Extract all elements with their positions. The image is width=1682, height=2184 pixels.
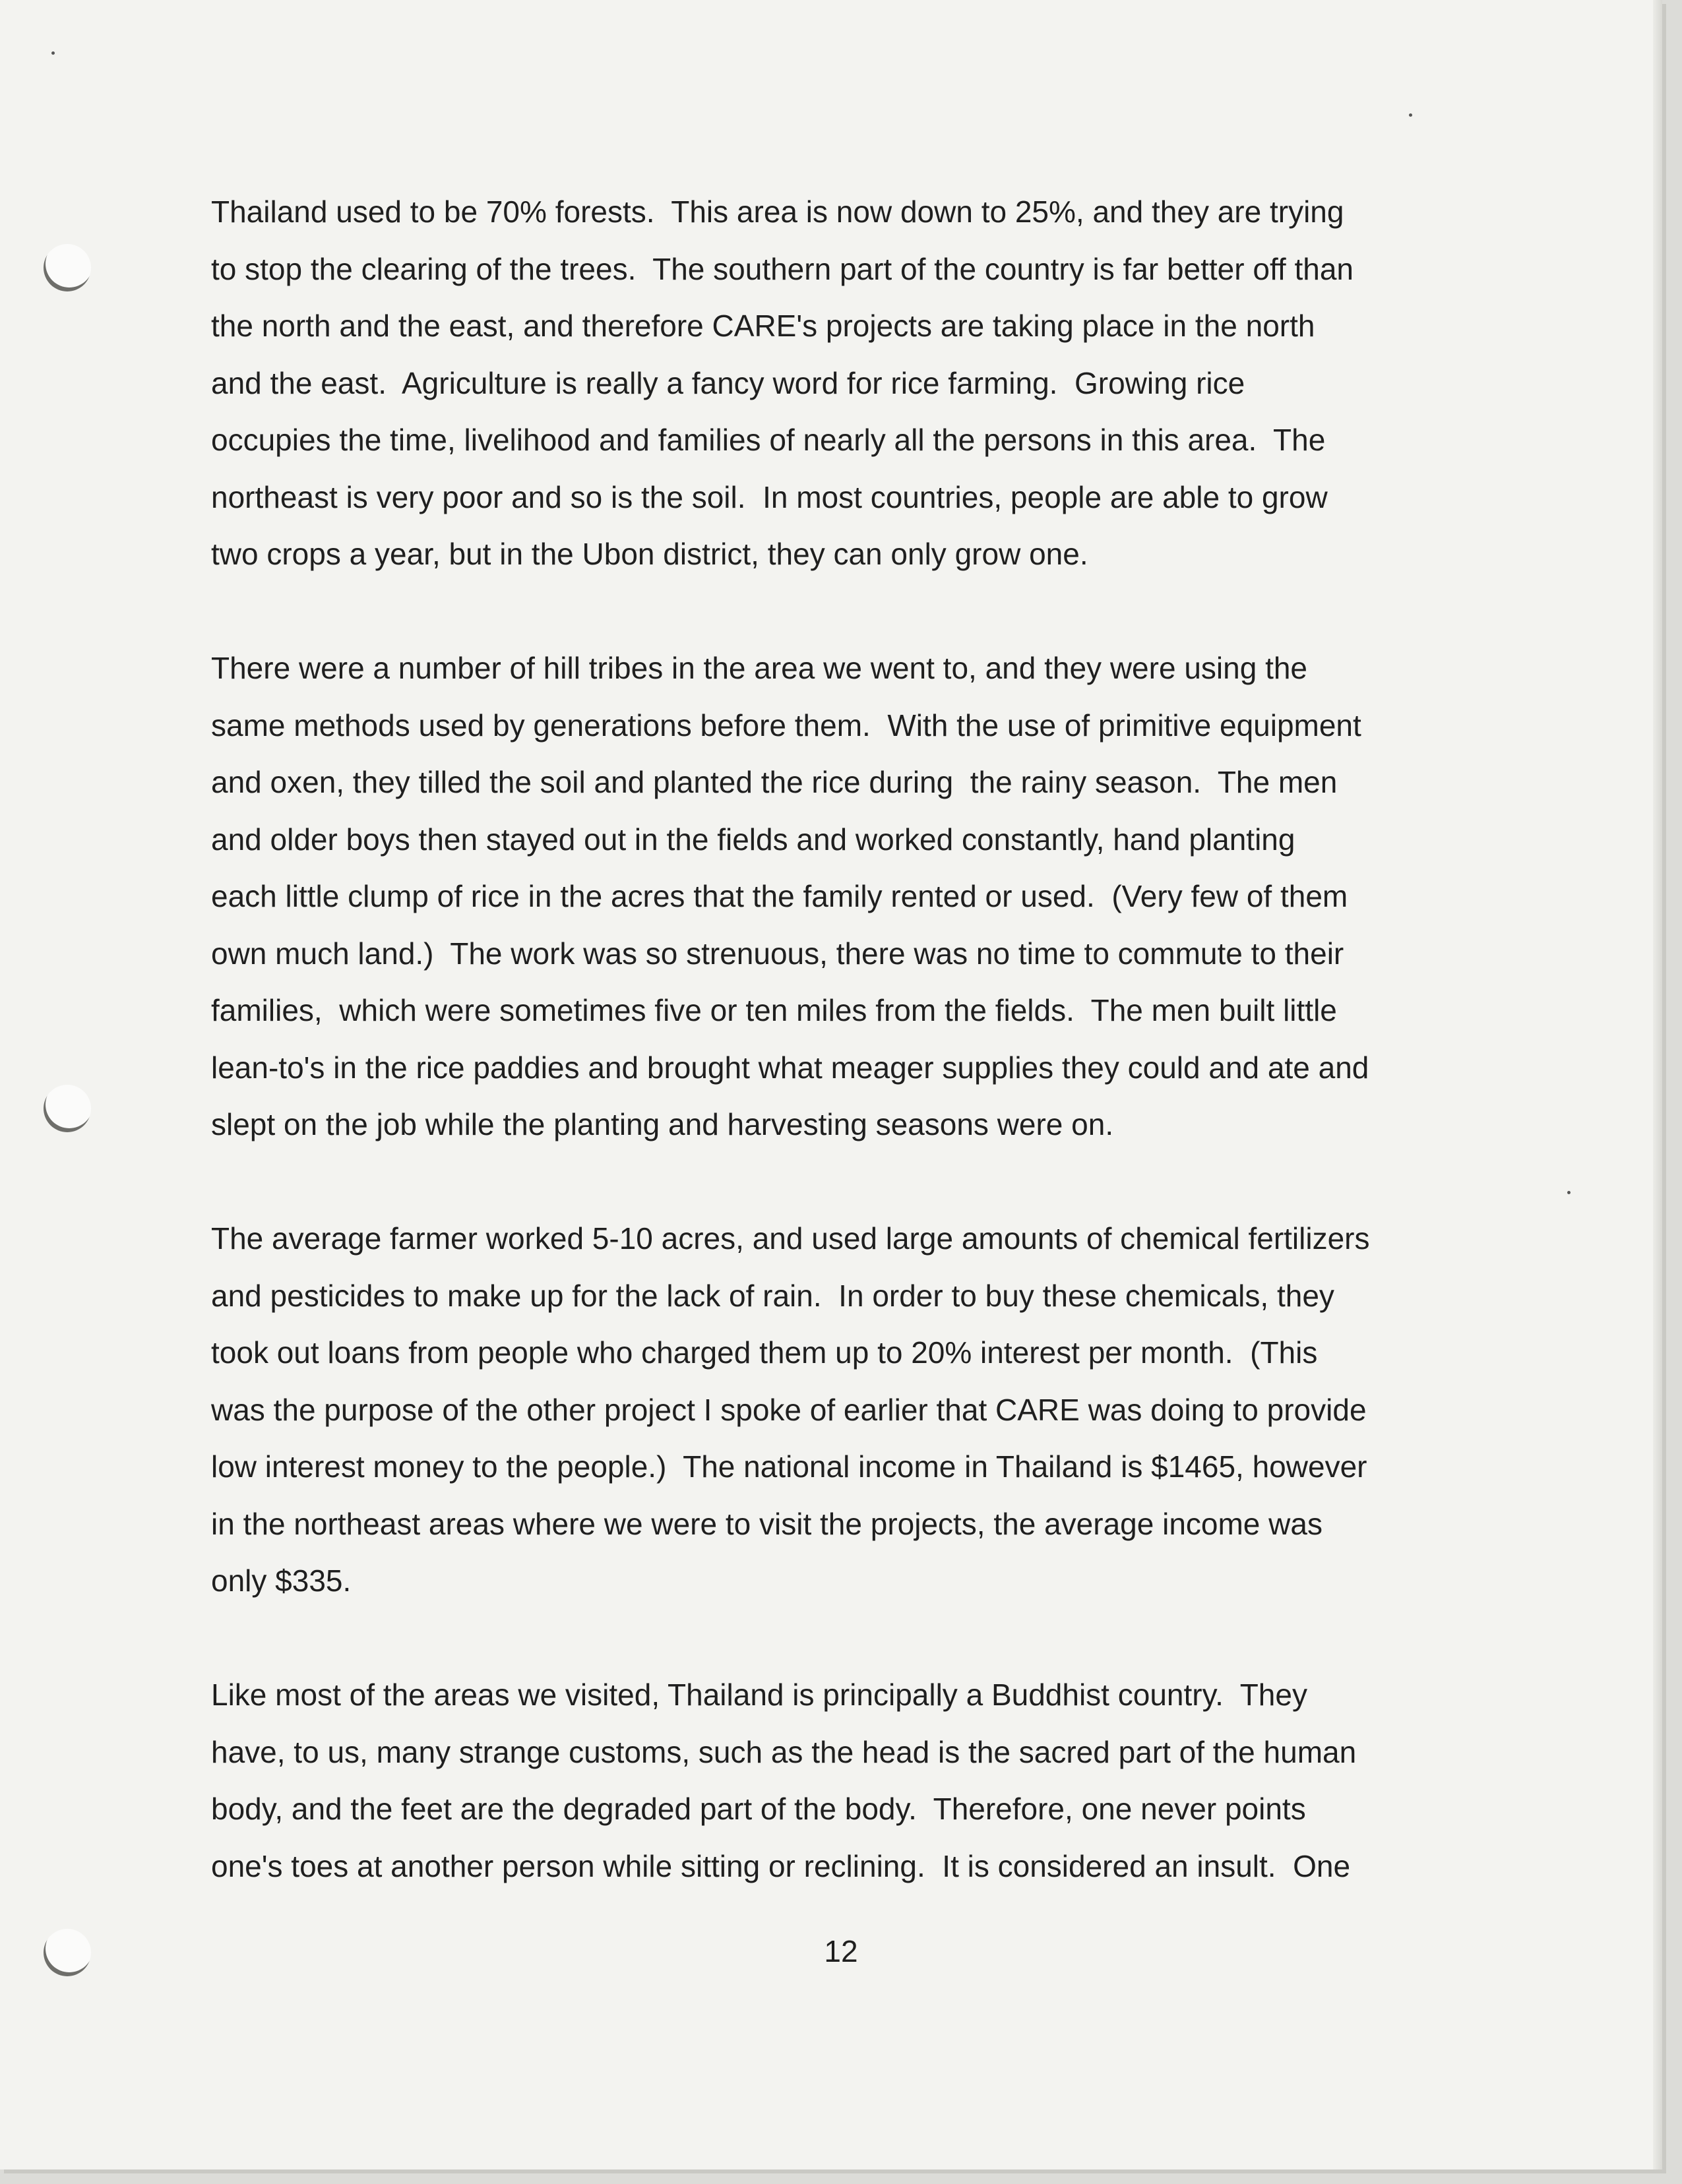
text-line: and oxen, they tilled the soil and planted the rice during the rainy season. The men [211,765,1338,799]
text-line: and pesticides to make up for the lack of rain. In order to buy these chemicals, they [211,1278,1334,1313]
paragraph-4 [211,1666,1530,1895]
text-line: body, and the feet are the degraded part of the body. Therefore, one never points [211,1792,1306,1826]
text-line: northeast is very poor and so is the soil. In most countries, people are able to grow [211,479,1328,514]
text-line: and the east. Agriculture is really a fancy word for rice farming. Growing rice [211,365,1245,400]
body-text [211,183,1530,1952]
text-line: Like most of the areas we visited, Thailand is principally a Buddhist country. They [211,1678,1307,1712]
text-line: two crops a year, but in the Ubon district, they can only grow one. [211,537,1088,571]
text-line: Thailand used to be 70% forests. This area is now down to 25%, and they are trying [211,195,1344,229]
text-line: There were a number of hill tribes in the area we went to, and they were using the [211,651,1308,685]
paragraph-2 [211,640,1530,1153]
text-line: each little clump of rice in the acres that the family rented or used. (Very few of them [211,879,1348,913]
binder-hole-middle [44,1085,91,1132]
text-line: was the purpose of the other project I spoke of earlier that CARE was doing to provide [211,1392,1367,1427]
text-line: and older boys then stayed out in the fields and worked constantly, hand planting [211,822,1295,857]
text-line: one's toes at another person while sitting or reclining. It is considered an insult. One [211,1848,1351,1883]
text-line: same methods used by generations before them. With the use of primitive equipment [211,708,1361,743]
text-line: The average farmer worked 5-10 acres, and used large amounts of chemical fertilizers [211,1221,1370,1256]
paper-speck [51,51,55,55]
text-line: only $335. [211,1563,352,1598]
paragraph-3 [211,1210,1530,1610]
text-line: low interest money to the people.) The national income in Thailand is $1465, however [211,1449,1367,1484]
paragraph-1 [211,183,1530,583]
text-line: took out loans from people who charged them up to 20% interest per month. (This [211,1335,1318,1370]
paper-speck [1567,1191,1571,1194]
text-line: lean-to's in the rice paddies and brought what meager supplies they could and ate and [211,1050,1369,1085]
text-line: occupies the time, livelihood and families of nearly all the persons in this area. The [211,423,1326,457]
text-line: slept on the job while the planting and harvesting seasons were on. [211,1107,1114,1141]
text-line: families, which were sometimes five or ten miles from the fields. The men built little [211,993,1337,1027]
paper-speck [1409,113,1412,117]
page-number: 12 [824,1934,858,1968]
text-line: the north and the east, and therefore CARE's projects are taking place in the north [211,309,1315,343]
text-line: have, to us, many strange customs, such as the head is the sacred part of the human [211,1734,1357,1769]
binder-hole-top [44,244,91,291]
text-line: in the northeast areas where we were to visit the projects, the average income was [211,1506,1323,1541]
text-line: own much land.) The work was so strenuous, there was no time to commute to their [211,936,1344,971]
page-edge-shadow [1653,0,1662,2169]
text-line: to stop the clearing of the trees. The southern part of the country is far better off than [211,251,1354,286]
